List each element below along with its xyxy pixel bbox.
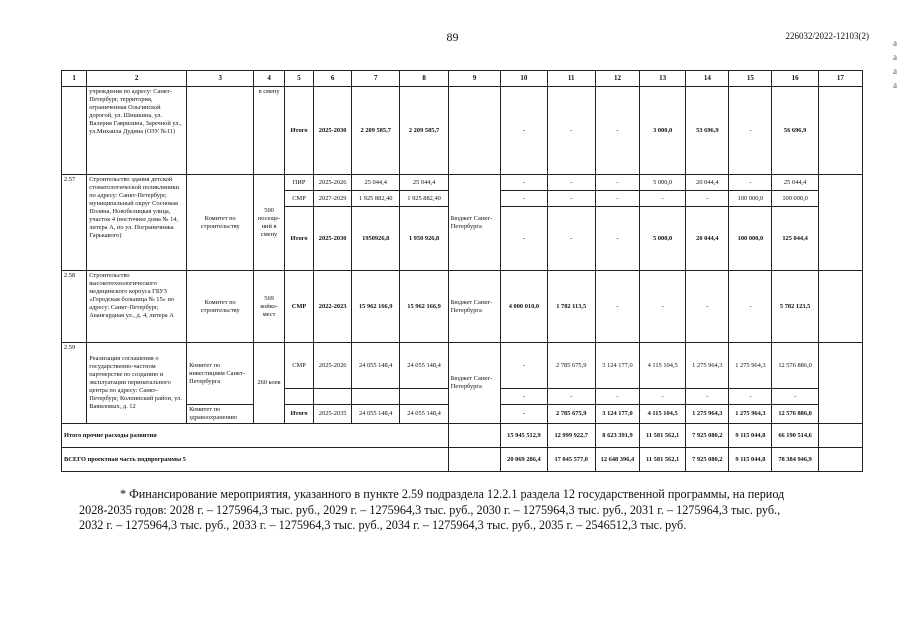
total-cost: 15 962 166,9 bbox=[352, 271, 400, 343]
year-total: 12 576 886,0 bbox=[772, 343, 818, 389]
year-value: 2 785 675,9 bbox=[547, 343, 595, 389]
period: 2022-2023 bbox=[314, 271, 352, 343]
note-cell bbox=[818, 448, 862, 472]
year-total: 5 782 123,5 bbox=[772, 271, 818, 343]
remaining-cost bbox=[400, 389, 448, 405]
period: 2025-2026 bbox=[314, 175, 352, 191]
year-value: 4 000 010,0 bbox=[501, 271, 547, 343]
year-value: - bbox=[640, 191, 686, 207]
total-cost: 1 925 882,40 bbox=[352, 191, 400, 207]
year-value: 20 044,4 bbox=[686, 207, 729, 271]
stage: СМР bbox=[284, 271, 313, 343]
year-value: 11 581 562,1 bbox=[640, 424, 686, 448]
footnote-line: 2028-2035 годов: 2028 г. – 1275964,3 тыс. руб., 2029 г. – 1275964,3 тыс. руб., 2030 г. – 1275964,3 тыс. руб., 2031 г. – 1275964,3 тыс. руб., bbox=[79, 502, 781, 517]
table-row bbox=[62, 343, 863, 389]
year-value: - bbox=[640, 389, 686, 405]
funding-source bbox=[448, 87, 501, 175]
funding-source: Бюджет Санкт-Петербурга bbox=[448, 343, 501, 424]
stage bbox=[284, 389, 313, 405]
stage: СМР bbox=[284, 343, 313, 389]
year-total: 56 696,9 bbox=[772, 87, 818, 175]
year-value: - bbox=[501, 191, 547, 207]
year-value: - bbox=[729, 389, 772, 405]
edge-mark: a bbox=[893, 52, 897, 62]
year-value: - bbox=[501, 207, 547, 271]
capacity: 569 койко-мест bbox=[254, 271, 284, 343]
col-number: 15 bbox=[729, 71, 772, 87]
remaining-cost: 1 925 882,40 bbox=[400, 191, 448, 207]
executor: Комитет по здравоохранению bbox=[187, 405, 254, 424]
year-value: - bbox=[547, 207, 595, 271]
grand-total-row bbox=[62, 448, 863, 472]
table-row bbox=[62, 175, 863, 191]
col-number: 4 bbox=[254, 71, 284, 87]
total-label: Итого прочие расходы развития bbox=[62, 424, 449, 448]
year-value: 17 045 577,0 bbox=[547, 448, 595, 472]
col-number: 12 bbox=[595, 71, 639, 87]
year-value: 7 925 080,2 bbox=[686, 424, 729, 448]
financing-table bbox=[61, 70, 863, 472]
year-value: - bbox=[595, 87, 639, 175]
year-total: 78 384 946,9 bbox=[772, 448, 818, 472]
remaining-cost: 24 055 148,4 bbox=[400, 343, 448, 389]
year-value: 15 945 512,9 bbox=[501, 424, 547, 448]
period bbox=[314, 389, 352, 405]
col-number: 9 bbox=[448, 71, 501, 87]
year-value: 9 115 044,8 bbox=[729, 424, 772, 448]
funding-source bbox=[448, 424, 501, 448]
year-total: 100 000,0 bbox=[772, 191, 818, 207]
note-cell bbox=[818, 87, 862, 175]
col-number: 14 bbox=[686, 71, 729, 87]
item-name: Реализация соглашения о государственно-частном партнерстве по созданию и эксплуатации перинатального центра по адресу: Санкт-Петербург, Колпинский район, ул. Вавиловых, д. 12 bbox=[87, 343, 187, 424]
total-cost: 2 209 585,7 bbox=[352, 87, 400, 175]
item-number bbox=[62, 87, 87, 175]
year-value: 4 115 104,5 bbox=[640, 343, 686, 389]
year-value: 1 275 964,3 bbox=[686, 405, 729, 424]
year-value: 2 785 675,9 bbox=[547, 405, 595, 424]
col-number: 7 bbox=[352, 71, 400, 87]
year-value: - bbox=[501, 87, 547, 175]
total-cost: 24 055 148,4 bbox=[352, 343, 400, 389]
capacity: в смену bbox=[254, 87, 284, 175]
year-value: - bbox=[686, 271, 729, 343]
year-value: 100 000,0 bbox=[729, 207, 772, 271]
note-cell bbox=[818, 343, 862, 424]
col-number: 5 bbox=[284, 71, 313, 87]
remaining-cost: 24 055 148,4 bbox=[400, 405, 448, 424]
note-cell bbox=[818, 271, 862, 343]
year-value: 3 000,0 bbox=[640, 87, 686, 175]
year-total: 66 190 514,6 bbox=[772, 424, 818, 448]
year-value: 3 124 177,0 bbox=[595, 405, 639, 424]
year-value: 4 115 104,5 bbox=[640, 405, 686, 424]
page-number: 89 bbox=[446, 30, 459, 44]
funding-source: Бюджет Санкт-Петербурга bbox=[448, 271, 501, 343]
executor: Комитет по инвестициям Санкт-Петербурга bbox=[187, 343, 254, 405]
total-cost bbox=[352, 389, 400, 405]
edge-mark: a bbox=[893, 66, 897, 76]
year-total: 25 044,4 bbox=[772, 175, 818, 191]
year-value: 20 069 286,4 bbox=[501, 448, 547, 472]
document-id: 226032/2022-12103(2) bbox=[785, 31, 869, 41]
year-value: - bbox=[547, 389, 595, 405]
stage: Итого bbox=[284, 87, 313, 175]
year-value: 20 044,4 bbox=[686, 175, 729, 191]
year-value: 12 999 922,7 bbox=[547, 424, 595, 448]
year-total: - bbox=[772, 389, 818, 405]
total-cost: 1950926,8 bbox=[352, 207, 400, 271]
year-value: 100 000,0 bbox=[729, 191, 772, 207]
total-label: ВСЕГО проектная часть подпрограммы 5 bbox=[62, 448, 449, 472]
year-value: - bbox=[595, 271, 639, 343]
year-value: - bbox=[729, 271, 772, 343]
other-expenses-total-row bbox=[62, 424, 863, 448]
year-value: 1 782 113,5 bbox=[547, 271, 595, 343]
item-name: Строительство высокотехнологического медицинского корпуса ГБУЗ «Городская больница № 15» по адресу: Санкт-Петербург, Авангардная ул., д. 4, литера А bbox=[87, 271, 187, 343]
stage: ПИР bbox=[284, 175, 313, 191]
item-number: 2.58 bbox=[62, 271, 87, 343]
year-value: 5 000,0 bbox=[640, 207, 686, 271]
period: 2027-2029 bbox=[314, 191, 352, 207]
year-value: 53 696,9 bbox=[686, 87, 729, 175]
footnote-line: * Финансирование мероприятия, указанного в пункте 2.59 подраздела 12.2.1 раздела 12 государственной программы, на период bbox=[120, 487, 785, 501]
footnote bbox=[79, 487, 861, 534]
period: 2025-2035 bbox=[314, 405, 352, 424]
year-value: 3 124 177,0 bbox=[595, 343, 639, 389]
year-total: 125 044,4 bbox=[772, 207, 818, 271]
edge-mark: a bbox=[893, 38, 897, 48]
period: 2025-2030 bbox=[314, 207, 352, 271]
total-cost: 24 055 148,4 bbox=[352, 405, 400, 424]
year-value: - bbox=[729, 87, 772, 175]
period: 2025-2026 bbox=[314, 343, 352, 389]
item-name: Строительство здания детской стоматологической поликлиники по адресу: Санкт-Петербург, муниципальный округ Сосновая Поляна, Новобелицкая улица, участок 4 (восточнее дома № 14, литера А, по ул. Пограничника Гарькавого) bbox=[87, 175, 187, 271]
remaining-cost: 2 209 585,7 bbox=[400, 87, 448, 175]
funding-source bbox=[448, 448, 501, 472]
year-value: - bbox=[501, 389, 547, 405]
capacity: 500 посеще-ний в смену bbox=[254, 175, 284, 271]
year-value: 1 275 964,3 bbox=[729, 343, 772, 389]
year-value: 1 275 964,3 bbox=[686, 343, 729, 389]
note-cell bbox=[818, 424, 862, 448]
col-number: 17 bbox=[818, 71, 862, 87]
year-value: - bbox=[501, 343, 547, 389]
footnote-line: 2032 г. – 1275964,3 тыс. руб., 2033 г. – 1275964,3 тыс. руб., 2034 г. – 1275964,3 тыс. руб., 2035 г. – 2546512,3 тыс. руб. bbox=[79, 518, 687, 532]
executor: Комитет по строительству bbox=[187, 175, 254, 271]
col-number: 2 bbox=[87, 71, 187, 87]
col-number: 10 bbox=[501, 71, 547, 87]
year-value: - bbox=[686, 389, 729, 405]
year-value: - bbox=[547, 87, 595, 175]
stage: Итого bbox=[284, 207, 313, 271]
year-value: - bbox=[501, 175, 547, 191]
funding-source: Бюджет Санкт-Петербурга bbox=[448, 175, 501, 271]
total-cost: 25 044,4 bbox=[352, 175, 400, 191]
item-name: учреждения по адресу: Санкт-Петербург, территория, ограниченная Ольгинской дорогой, ул. Шишкина, ул. Валерия Гаврилина, Заречной ул., ул.Михаила Дудина (ОЗУ №11) bbox=[87, 87, 187, 175]
year-value: - bbox=[640, 271, 686, 343]
year-value: 8 623 391,9 bbox=[595, 424, 639, 448]
note-cell bbox=[818, 175, 862, 271]
year-value: 11 581 562,1 bbox=[640, 448, 686, 472]
year-value: 1 275 964,3 bbox=[729, 405, 772, 424]
remaining-cost: 25 044,4 bbox=[400, 175, 448, 191]
year-value: 12 648 396,4 bbox=[595, 448, 639, 472]
period: 2025-2030 bbox=[314, 87, 352, 175]
column-number-row bbox=[62, 71, 863, 87]
year-total: 12 576 886,0 bbox=[772, 405, 818, 424]
year-value: - bbox=[547, 191, 595, 207]
year-value: 5 000,0 bbox=[640, 175, 686, 191]
executor bbox=[187, 87, 254, 175]
col-number: 1 bbox=[62, 71, 87, 87]
col-number: 11 bbox=[547, 71, 595, 87]
year-value: - bbox=[595, 191, 639, 207]
year-value: - bbox=[595, 389, 639, 405]
year-value: - bbox=[729, 175, 772, 191]
edge-mark: a bbox=[893, 80, 897, 90]
col-number: 8 bbox=[400, 71, 448, 87]
item-number: 2.59 bbox=[62, 343, 87, 424]
col-number: 6 bbox=[314, 71, 352, 87]
item-number: 2.57 bbox=[62, 175, 87, 271]
year-value: - bbox=[686, 191, 729, 207]
year-value: - bbox=[595, 207, 639, 271]
remaining-cost: 15 962 166,9 bbox=[400, 271, 448, 343]
capacity: 260 коек bbox=[254, 343, 284, 424]
year-value: - bbox=[501, 405, 547, 424]
year-value: 9 115 044,8 bbox=[729, 448, 772, 472]
col-number: 16 bbox=[772, 71, 818, 87]
stage: СМР bbox=[284, 191, 313, 207]
year-value: - bbox=[595, 175, 639, 191]
col-number: 3 bbox=[187, 71, 254, 87]
remaining-cost: 1 950 926,8 bbox=[400, 207, 448, 271]
table-row bbox=[62, 271, 863, 343]
year-value: 7 925 080,2 bbox=[686, 448, 729, 472]
year-value: - bbox=[547, 175, 595, 191]
executor: Комитет по строительству bbox=[187, 271, 254, 343]
stage: Итого bbox=[284, 405, 313, 424]
table-row bbox=[62, 87, 863, 175]
col-number: 13 bbox=[640, 71, 686, 87]
